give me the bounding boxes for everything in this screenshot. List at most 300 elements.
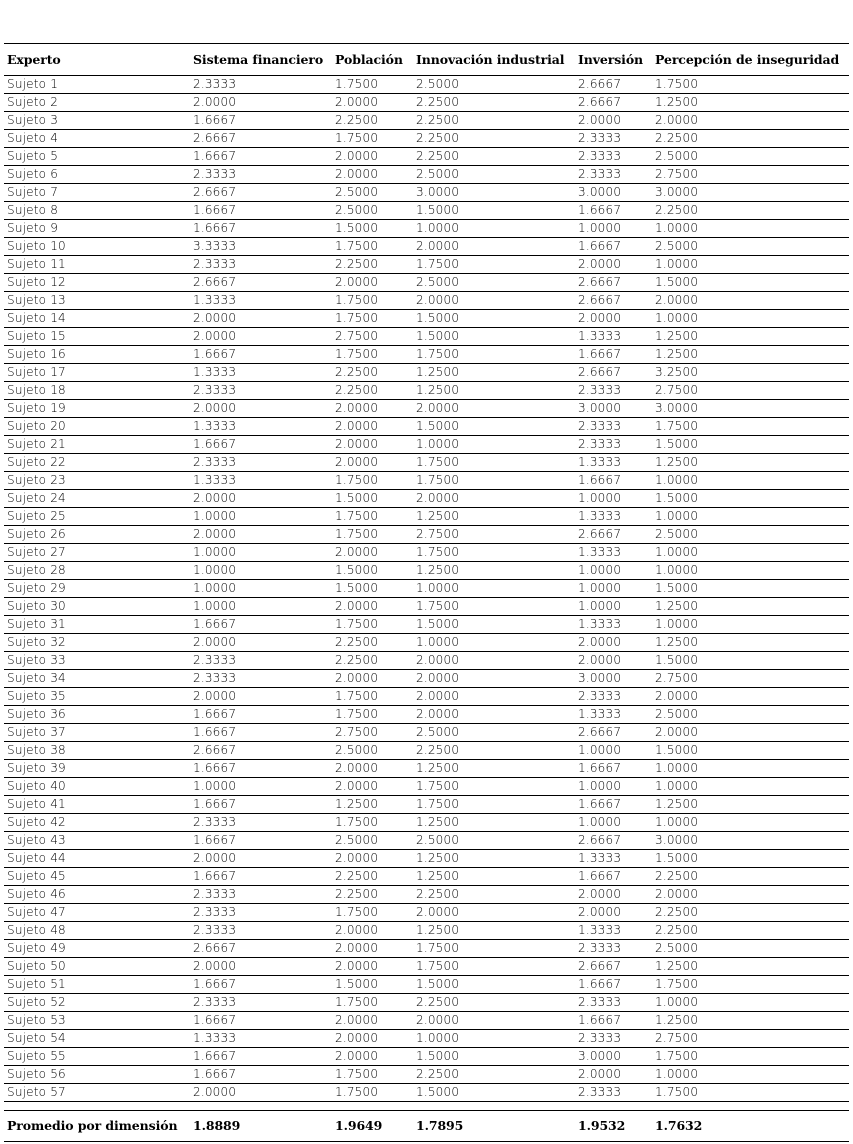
cell-experto: Sujeto 53	[4, 1012, 190, 1030]
table-footer	[4, 1102, 849, 1142]
cell-sistema-financiero: 2.6667	[190, 274, 332, 292]
cell-experto: Sujeto 12	[4, 274, 190, 292]
cell-poblacion: 2.0000	[332, 418, 413, 436]
cell-poblacion: 2.0000	[332, 1012, 413, 1030]
cell-experto: Sujeto 50	[4, 958, 190, 976]
cell-sistema-financiero: 1.3333	[190, 292, 332, 310]
cell-inversion: 1.3333	[575, 616, 652, 634]
cell-experto: Sujeto 6	[4, 166, 190, 184]
cell-experto: Sujeto 4	[4, 130, 190, 148]
cell-poblacion: 1.7500	[332, 346, 413, 364]
table-row	[4, 724, 849, 742]
table-row	[4, 796, 849, 814]
cell-percepcion-inseguridad: 1.7500	[652, 1084, 849, 1102]
cell-poblacion: 1.7500	[332, 526, 413, 544]
cell-innovacion-industrial: 1.0000	[413, 220, 575, 238]
cell-inversion: 1.0000	[575, 778, 652, 796]
cell-percepcion-inseguridad: 1.7500	[652, 1048, 849, 1066]
cell-sistema-financiero: 1.6667	[190, 346, 332, 364]
cell-poblacion: 1.5000	[332, 580, 413, 598]
cell-inversion: 1.6667	[575, 346, 652, 364]
cell-innovacion-industrial: 3.0000	[413, 184, 575, 202]
cell-innovacion-industrial: 1.7500	[413, 472, 575, 490]
cell-experto: Sujeto 33	[4, 652, 190, 670]
cell-poblacion: 2.0000	[332, 148, 413, 166]
cell-inversion: 1.3333	[575, 544, 652, 562]
cell-innovacion-industrial: 2.2500	[413, 94, 575, 112]
cell-experto: Sujeto 15	[4, 328, 190, 346]
cell-sistema-financiero: 1.6667	[190, 832, 332, 850]
cell-experto: Sujeto 46	[4, 886, 190, 904]
cell-experto: Sujeto 32	[4, 634, 190, 652]
cell-experto: Sujeto 11	[4, 256, 190, 274]
cell-innovacion-industrial: 2.0000	[413, 1012, 575, 1030]
cell-poblacion: 1.7500	[332, 706, 413, 724]
table-row	[4, 994, 849, 1012]
cell-innovacion-industrial: 2.0000	[413, 706, 575, 724]
cell-sistema-financiero: 1.6667	[190, 436, 332, 454]
cell-experto: Sujeto 1	[4, 76, 190, 94]
cell-innovacion-industrial: 1.0000	[413, 580, 575, 598]
cell-percepcion-inseguridad: 2.5000	[652, 706, 849, 724]
cell-sistema-financiero: 1.6667	[190, 1012, 332, 1030]
cell-innovacion-industrial: 1.2500	[413, 922, 575, 940]
cell-sistema-financiero: 2.3333	[190, 454, 332, 472]
table-header	[4, 44, 849, 76]
cell-experto: Sujeto 14	[4, 310, 190, 328]
cell-sistema-financiero: 2.0000	[190, 328, 332, 346]
table-row	[4, 670, 849, 688]
cell-percepcion-inseguridad: 1.5000	[652, 652, 849, 670]
cell-sistema-financiero: 2.0000	[190, 526, 332, 544]
cell-experto: Sujeto 13	[4, 292, 190, 310]
cell-poblacion: 1.7500	[332, 814, 413, 832]
cell-experto: Sujeto 17	[4, 364, 190, 382]
cell-poblacion: 2.2500	[332, 868, 413, 886]
cell-sistema-financiero: 1.0000	[190, 562, 332, 580]
cell-percepcion-inseguridad: 1.0000	[652, 544, 849, 562]
cell-sistema-financiero: 1.6667	[190, 112, 332, 130]
table-row	[4, 976, 849, 994]
cell-experto: Sujeto 19	[4, 400, 190, 418]
table-row	[4, 850, 849, 868]
cell-percepcion-inseguridad: 2.5000	[652, 526, 849, 544]
cell-inversion: 2.0000	[575, 904, 652, 922]
cell-inversion: 1.0000	[575, 562, 652, 580]
table-row	[4, 778, 849, 796]
cell-sistema-financiero: 2.0000	[190, 688, 332, 706]
cell-sistema-financiero: 1.3333	[190, 472, 332, 490]
total-inversion: 1.9532	[575, 1111, 652, 1142]
cell-percepcion-inseguridad: 1.5000	[652, 580, 849, 598]
cell-sistema-financiero: 2.3333	[190, 76, 332, 94]
cell-inversion: 3.0000	[575, 1048, 652, 1066]
table-row	[4, 1012, 849, 1030]
cell-percepcion-inseguridad: 2.2500	[652, 130, 849, 148]
cell-innovacion-industrial: 2.2500	[413, 886, 575, 904]
cell-sistema-financiero: 2.3333	[190, 922, 332, 940]
cell-percepcion-inseguridad: 1.2500	[652, 94, 849, 112]
cell-innovacion-industrial: 1.2500	[413, 760, 575, 778]
table-row	[4, 310, 849, 328]
spacer-row	[4, 1102, 849, 1111]
cell-poblacion: 1.5000	[332, 490, 413, 508]
cell-percepcion-inseguridad: 1.0000	[652, 508, 849, 526]
table-row	[4, 472, 849, 490]
cell-innovacion-industrial: 1.5000	[413, 1048, 575, 1066]
table-row	[4, 616, 849, 634]
header-experto: Experto	[4, 44, 190, 76]
cell-poblacion: 2.7500	[332, 724, 413, 742]
cell-inversion: 2.3333	[575, 436, 652, 454]
table-row	[4, 580, 849, 598]
cell-sistema-financiero: 2.6667	[190, 940, 332, 958]
cell-percepcion-inseguridad: 2.2500	[652, 868, 849, 886]
cell-poblacion: 1.2500	[332, 796, 413, 814]
table-row	[4, 328, 849, 346]
cell-innovacion-industrial: 1.7500	[413, 940, 575, 958]
cell-poblacion: 1.7500	[332, 310, 413, 328]
cell-percepcion-inseguridad: 2.7500	[652, 670, 849, 688]
table-row	[4, 814, 849, 832]
cell-percepcion-inseguridad: 3.0000	[652, 832, 849, 850]
cell-percepcion-inseguridad: 1.0000	[652, 616, 849, 634]
cell-innovacion-industrial: 2.5000	[413, 832, 575, 850]
cell-innovacion-industrial: 2.2500	[413, 148, 575, 166]
cell-experto: Sujeto 8	[4, 202, 190, 220]
cell-experto: Sujeto 54	[4, 1030, 190, 1048]
cell-innovacion-industrial: 2.5000	[413, 76, 575, 94]
cell-sistema-financiero: 2.0000	[190, 400, 332, 418]
cell-innovacion-industrial: 1.2500	[413, 508, 575, 526]
cell-inversion: 1.6667	[575, 760, 652, 778]
cell-inversion: 2.6667	[575, 724, 652, 742]
cell-inversion: 1.3333	[575, 706, 652, 724]
table-row	[4, 238, 849, 256]
header-row	[4, 44, 849, 76]
cell-inversion: 2.0000	[575, 112, 652, 130]
cell-poblacion: 2.5000	[332, 742, 413, 760]
cell-innovacion-industrial: 2.0000	[413, 292, 575, 310]
cell-inversion: 1.6667	[575, 472, 652, 490]
cell-innovacion-industrial: 1.5000	[413, 1084, 575, 1102]
cell-poblacion: 2.0000	[332, 1030, 413, 1048]
cell-experto: Sujeto 25	[4, 508, 190, 526]
cell-inversion: 1.6667	[575, 796, 652, 814]
cell-sistema-financiero: 2.3333	[190, 652, 332, 670]
cell-inversion: 3.0000	[575, 184, 652, 202]
cell-inversion: 2.0000	[575, 310, 652, 328]
cell-inversion: 1.3333	[575, 454, 652, 472]
table-row	[4, 562, 849, 580]
cell-experto: Sujeto 27	[4, 544, 190, 562]
cell-percepcion-inseguridad: 2.2500	[652, 922, 849, 940]
cell-percepcion-inseguridad: 1.0000	[652, 994, 849, 1012]
table-row	[4, 688, 849, 706]
cell-innovacion-industrial: 2.5000	[413, 724, 575, 742]
cell-poblacion: 1.7500	[332, 292, 413, 310]
table-row	[4, 922, 849, 940]
cell-percepcion-inseguridad: 1.2500	[652, 328, 849, 346]
cell-innovacion-industrial: 2.0000	[413, 238, 575, 256]
cell-sistema-financiero: 1.0000	[190, 778, 332, 796]
cell-experto: Sujeto 30	[4, 598, 190, 616]
cell-innovacion-industrial: 2.0000	[413, 652, 575, 670]
table-row	[4, 400, 849, 418]
table-row	[4, 148, 849, 166]
table-row	[4, 346, 849, 364]
cell-innovacion-industrial: 1.7500	[413, 796, 575, 814]
cell-sistema-financiero: 2.0000	[190, 490, 332, 508]
cell-percepcion-inseguridad: 1.2500	[652, 454, 849, 472]
table-row	[4, 940, 849, 958]
cell-percepcion-inseguridad: 1.0000	[652, 220, 849, 238]
cell-poblacion: 2.2500	[332, 256, 413, 274]
cell-sistema-financiero: 1.0000	[190, 508, 332, 526]
table-row	[4, 202, 849, 220]
cell-innovacion-industrial: 1.0000	[413, 1030, 575, 1048]
cell-innovacion-industrial: 2.2500	[413, 1066, 575, 1084]
cell-percepcion-inseguridad: 2.0000	[652, 112, 849, 130]
cell-poblacion: 1.7500	[332, 904, 413, 922]
table-row	[4, 958, 849, 976]
cell-inversion: 1.3333	[575, 850, 652, 868]
cell-experto: Sujeto 55	[4, 1048, 190, 1066]
cell-sistema-financiero: 2.3333	[190, 166, 332, 184]
cell-poblacion: 1.7500	[332, 688, 413, 706]
cell-inversion: 1.3333	[575, 508, 652, 526]
cell-poblacion: 1.7500	[332, 472, 413, 490]
cell-inversion: 2.6667	[575, 292, 652, 310]
cell-innovacion-industrial: 2.0000	[413, 670, 575, 688]
cell-percepcion-inseguridad: 2.2500	[652, 904, 849, 922]
table-row	[4, 364, 849, 382]
table-row	[4, 544, 849, 562]
cell-experto: Sujeto 56	[4, 1066, 190, 1084]
cell-innovacion-industrial: 1.7500	[413, 544, 575, 562]
cell-poblacion: 1.7500	[332, 76, 413, 94]
cell-experto: Sujeto 40	[4, 778, 190, 796]
cell-inversion: 1.0000	[575, 490, 652, 508]
table-row	[4, 886, 849, 904]
cell-percepcion-inseguridad: 1.0000	[652, 472, 849, 490]
cell-experto: Sujeto 44	[4, 850, 190, 868]
table-row	[4, 166, 849, 184]
cell-innovacion-industrial: 2.2500	[413, 742, 575, 760]
table-row	[4, 382, 849, 400]
cell-inversion: 3.0000	[575, 670, 652, 688]
cell-poblacion: 2.7500	[332, 328, 413, 346]
cell-inversion: 2.6667	[575, 958, 652, 976]
cell-percepcion-inseguridad: 2.0000	[652, 688, 849, 706]
cell-poblacion: 2.2500	[332, 652, 413, 670]
cell-innovacion-industrial: 2.2500	[413, 130, 575, 148]
cell-sistema-financiero: 2.0000	[190, 1084, 332, 1102]
cell-sistema-financiero: 1.3333	[190, 418, 332, 436]
cell-experto: Sujeto 2	[4, 94, 190, 112]
total-poblacion: 1.9649	[332, 1111, 413, 1142]
cell-experto: Sujeto 42	[4, 814, 190, 832]
cell-poblacion: 1.7500	[332, 616, 413, 634]
cell-experto: Sujeto 26	[4, 526, 190, 544]
cell-innovacion-industrial: 1.2500	[413, 814, 575, 832]
cell-inversion: 1.6667	[575, 202, 652, 220]
cell-sistema-financiero: 2.6667	[190, 184, 332, 202]
cell-experto: Sujeto 48	[4, 922, 190, 940]
cell-inversion: 2.6667	[575, 274, 652, 292]
table-row	[4, 94, 849, 112]
table-row	[4, 454, 849, 472]
cell-inversion: 1.0000	[575, 220, 652, 238]
cell-poblacion: 1.5000	[332, 562, 413, 580]
cell-poblacion: 2.0000	[332, 94, 413, 112]
cell-percepcion-inseguridad: 3.2500	[652, 364, 849, 382]
table-row	[4, 1066, 849, 1084]
cell-innovacion-industrial: 1.7500	[413, 598, 575, 616]
cell-experto: Sujeto 36	[4, 706, 190, 724]
cell-percepcion-inseguridad: 1.0000	[652, 814, 849, 832]
cell-percepcion-inseguridad: 2.0000	[652, 724, 849, 742]
cell-sistema-financiero: 1.6667	[190, 796, 332, 814]
table-row	[4, 256, 849, 274]
cell-inversion: 2.3333	[575, 148, 652, 166]
cell-percepcion-inseguridad: 2.7500	[652, 1030, 849, 1048]
cell-sistema-financiero: 1.6667	[190, 868, 332, 886]
header-poblacion: Población	[332, 44, 413, 76]
cell-inversion: 2.3333	[575, 166, 652, 184]
table-row	[4, 904, 849, 922]
cell-innovacion-industrial: 1.2500	[413, 562, 575, 580]
cell-experto: Sujeto 38	[4, 742, 190, 760]
cell-sistema-financiero: 2.0000	[190, 94, 332, 112]
cell-percepcion-inseguridad: 2.5000	[652, 238, 849, 256]
cell-innovacion-industrial: 1.2500	[413, 868, 575, 886]
table-row	[4, 742, 849, 760]
cell-experto: Sujeto 7	[4, 184, 190, 202]
total-percepcion-inseguridad: 1.7632	[652, 1111, 849, 1142]
table-body	[4, 76, 849, 1102]
cell-experto: Sujeto 39	[4, 760, 190, 778]
cell-experto: Sujeto 5	[4, 148, 190, 166]
table-row	[4, 1030, 849, 1048]
cell-inversion: 1.0000	[575, 580, 652, 598]
cell-sistema-financiero: 2.0000	[190, 634, 332, 652]
cell-poblacion: 2.0000	[332, 454, 413, 472]
table-row	[4, 1084, 849, 1102]
cell-inversion: 3.0000	[575, 400, 652, 418]
table-row	[4, 652, 849, 670]
cell-inversion: 2.6667	[575, 364, 652, 382]
cell-sistema-financiero: 2.3333	[190, 256, 332, 274]
cell-percepcion-inseguridad: 2.2500	[652, 202, 849, 220]
cell-sistema-financiero: 1.0000	[190, 580, 332, 598]
cell-experto: Sujeto 45	[4, 868, 190, 886]
table-row	[4, 832, 849, 850]
cell-innovacion-industrial: 1.0000	[413, 436, 575, 454]
cell-poblacion: 2.2500	[332, 112, 413, 130]
cell-innovacion-industrial: 1.5000	[413, 328, 575, 346]
cell-experto: Sujeto 29	[4, 580, 190, 598]
cell-innovacion-industrial: 2.2500	[413, 994, 575, 1012]
cell-experto: Sujeto 28	[4, 562, 190, 580]
cell-innovacion-industrial: 1.2500	[413, 364, 575, 382]
cell-percepcion-inseguridad: 1.0000	[652, 562, 849, 580]
cell-inversion: 2.0000	[575, 886, 652, 904]
cell-inversion: 2.0000	[575, 634, 652, 652]
cell-inversion: 2.6667	[575, 94, 652, 112]
header-sistema-financiero: Sistema financiero	[190, 44, 332, 76]
cell-innovacion-industrial: 2.5000	[413, 274, 575, 292]
cell-poblacion: 1.7500	[332, 994, 413, 1012]
table-row	[4, 112, 849, 130]
cell-poblacion: 1.7500	[332, 508, 413, 526]
table-row	[4, 76, 849, 94]
cell-inversion: 1.6667	[575, 976, 652, 994]
table-row	[4, 292, 849, 310]
totals-label: Promedio por dimensión	[4, 1111, 190, 1142]
table-row	[4, 634, 849, 652]
cell-percepcion-inseguridad: 1.7500	[652, 418, 849, 436]
table-row	[4, 418, 849, 436]
cell-sistema-financiero: 1.6667	[190, 724, 332, 742]
cell-experto: Sujeto 47	[4, 904, 190, 922]
cell-percepcion-inseguridad: 3.0000	[652, 400, 849, 418]
cell-inversion: 2.3333	[575, 130, 652, 148]
cell-innovacion-industrial: 2.0000	[413, 688, 575, 706]
cell-percepcion-inseguridad: 2.7500	[652, 382, 849, 400]
cell-poblacion: 2.0000	[332, 1048, 413, 1066]
cell-poblacion: 2.0000	[332, 274, 413, 292]
table-row	[4, 868, 849, 886]
table-row	[4, 436, 849, 454]
table-row	[4, 220, 849, 238]
cell-experto: Sujeto 34	[4, 670, 190, 688]
cell-poblacion: 1.7500	[332, 130, 413, 148]
cell-innovacion-industrial: 2.7500	[413, 526, 575, 544]
cell-inversion: 2.6667	[575, 526, 652, 544]
header-inversion: Inversión	[575, 44, 652, 76]
cell-inversion: 2.0000	[575, 256, 652, 274]
cell-innovacion-industrial: 2.2500	[413, 112, 575, 130]
cell-experto: Sujeto 43	[4, 832, 190, 850]
table-row	[4, 598, 849, 616]
cell-sistema-financiero: 1.6667	[190, 220, 332, 238]
cell-innovacion-industrial: 1.5000	[413, 976, 575, 994]
cell-percepcion-inseguridad: 1.2500	[652, 598, 849, 616]
cell-poblacion: 2.0000	[332, 400, 413, 418]
cell-inversion: 1.3333	[575, 328, 652, 346]
cell-poblacion: 2.0000	[332, 760, 413, 778]
cell-sistema-financiero: 1.6667	[190, 148, 332, 166]
cell-sistema-financiero: 2.0000	[190, 850, 332, 868]
cell-poblacion: 2.0000	[332, 436, 413, 454]
cell-percepcion-inseguridad: 1.2500	[652, 958, 849, 976]
cell-innovacion-industrial: 1.5000	[413, 202, 575, 220]
cell-innovacion-industrial: 1.2500	[413, 382, 575, 400]
cell-percepcion-inseguridad: 1.0000	[652, 256, 849, 274]
cell-innovacion-industrial: 2.0000	[413, 490, 575, 508]
cell-innovacion-industrial: 1.7500	[413, 778, 575, 796]
cell-innovacion-industrial: 2.0000	[413, 904, 575, 922]
cell-innovacion-industrial: 1.7500	[413, 958, 575, 976]
cell-inversion: 1.6667	[575, 1012, 652, 1030]
cell-sistema-financiero: 2.6667	[190, 130, 332, 148]
cell-percepcion-inseguridad: 3.0000	[652, 184, 849, 202]
cell-sistema-financiero: 1.6667	[190, 1066, 332, 1084]
cell-inversion: 2.3333	[575, 688, 652, 706]
cell-innovacion-industrial: 1.5000	[413, 616, 575, 634]
cell-experto: Sujeto 10	[4, 238, 190, 256]
